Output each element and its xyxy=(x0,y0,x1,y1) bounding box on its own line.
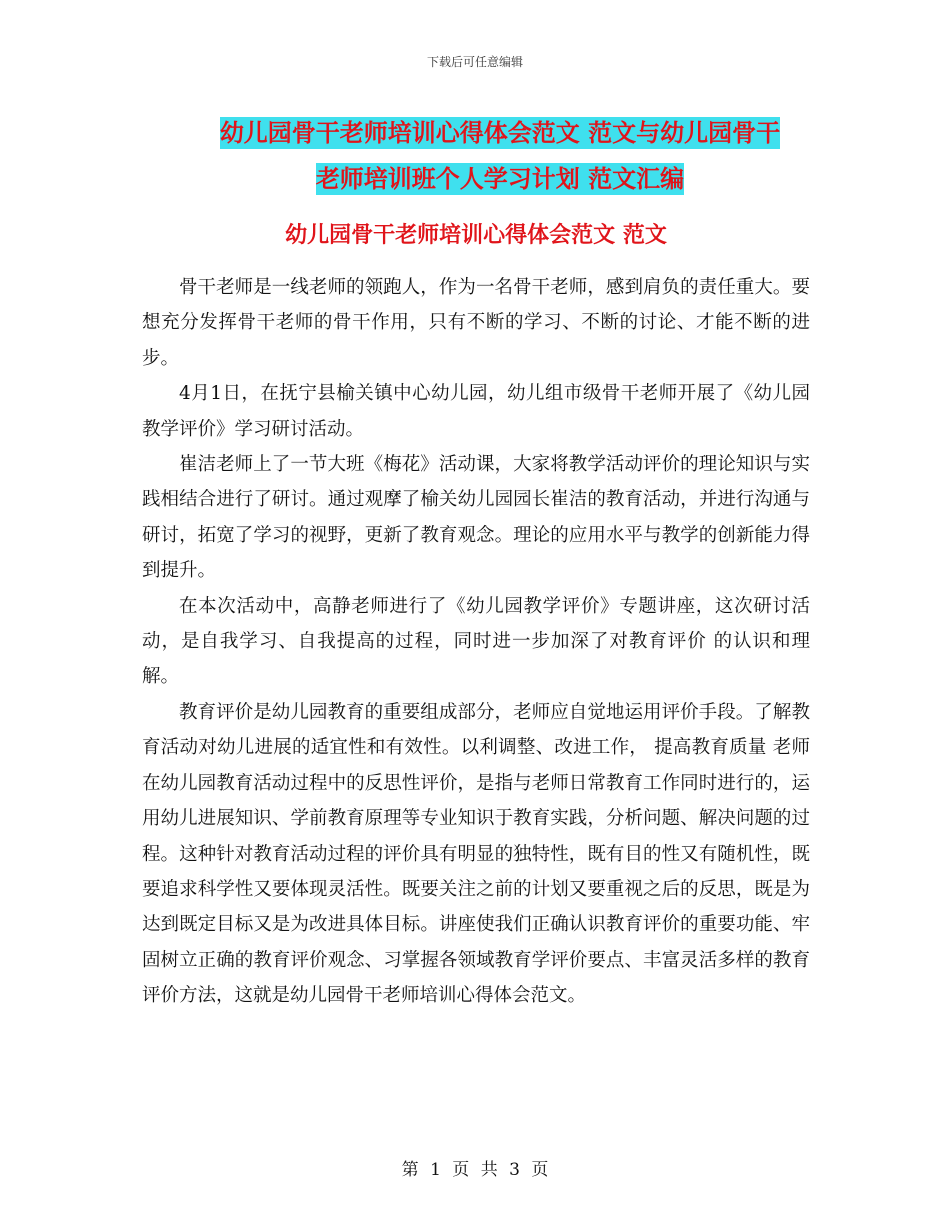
paragraph: 崔洁老师上了一节大班《梅花》活动课，大家将教学活动评价的理论知识与实践相结合进行了研讨。通过观摩了榆关幼儿园园长崔洁的教育活动，并进行沟通与研讨，拓宽了学习的视野，更新了教育观念。理论的应用水平与教学的创新能力得到提升。 xyxy=(142,454,810,582)
header-note: 下载后可任意编辑 xyxy=(426,55,523,69)
document-title xyxy=(150,110,850,202)
paragraph: 骨干老师是一线老师的领跑人，作为一名骨干老师，感到肩负的责任重大。要想充分发挥骨干老师的骨干作用，只有不断的学习、不断的讨论、才能不断的进步。 xyxy=(142,277,810,369)
document-body xyxy=(142,270,810,1014)
paragraph: 教育评价是幼儿园教育的重要组成部分，老师应自觉地运用评价手段。了解教育活动对幼儿进展的适宜性和有效性。以利调整、改进工作， 提高教育质量 老师在幼儿园教育活动过程中的反思性评价，是指与老师日常教育工作同时进行的，运用幼儿进展知识、学前教育原理等专业知识于教育实践，分析问题、解决问题的过程。这种针对教育活动过程的评价具有明显的独特性，既有目的性又有随机性，既要追求科学性又要体现灵活性。既要关注之前的计划又要重视之后的反思，既是为达到既定目标又是为改进具体目标。讲座使我们正确认识教育评价的重要功能、牢固树立正确的教育评价观念、习掌握各领域教育学评价要点、丰富灵活多样的教育评价方法，这就是幼儿园骨干老师培训心得体会范文。 xyxy=(142,701,810,1007)
paragraph: 在本次活动中，高静老师进行了《幼儿园教学评价》专题讲座，这次研讨活动，是自我学习、自我提高的过程，同时进一步加深了对教育评价 的认识和理解。 xyxy=(142,595,810,688)
document-title-line-2: 老师培训班个人学习计划 范文汇编 xyxy=(315,165,685,193)
page-number: 第 1 页 共 3 页 xyxy=(401,1160,549,1180)
document-title-line-1: 幼儿园骨干老师培训心得体会范文 范文与幼儿园骨干 xyxy=(219,119,781,147)
paragraph: 4月1日，在抚宁县榆关镇中心幼儿园，幼儿组市级骨干老师开展了《幼儿园教学评价》学习研讨活动。 xyxy=(142,383,810,440)
section-title: 幼儿园骨干老师培训心得体会范文 范文 xyxy=(285,223,667,248)
